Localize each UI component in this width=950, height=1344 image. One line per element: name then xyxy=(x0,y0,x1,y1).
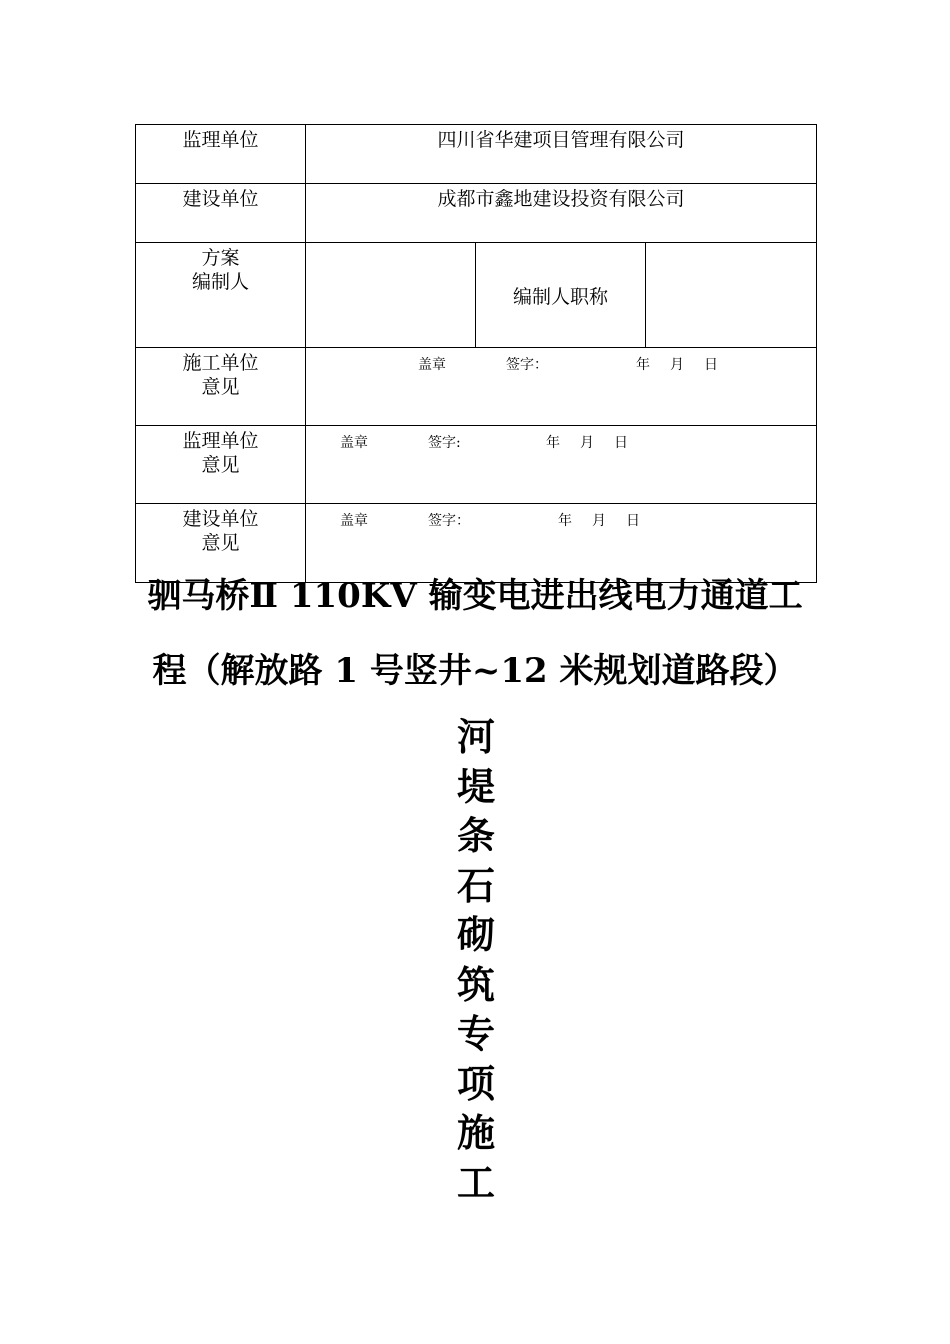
plan-author-value xyxy=(306,243,476,348)
contractor-opinion-label xyxy=(136,348,306,426)
document-title-vertical xyxy=(452,712,500,1207)
title-char: 石 xyxy=(456,862,495,908)
plan-author-label-line2: 编制人 xyxy=(191,271,249,293)
owner-day: 日 xyxy=(626,513,640,529)
title-char: 专 xyxy=(456,1011,495,1056)
supervisor-seal: 盖章 xyxy=(340,435,368,451)
owner-sign: 签字： xyxy=(428,513,470,529)
row-supervisor-opinion xyxy=(136,426,817,504)
project-title-line2: 程（解放路 1 号竖井~12 米规划道路段） xyxy=(152,651,798,691)
owner-seal: 盖章 xyxy=(340,513,368,529)
supervision-unit-value: 四川省华建项目管理有限公司 xyxy=(306,125,817,184)
title-char: 项 xyxy=(456,1060,495,1106)
title-char: 条 xyxy=(456,813,495,858)
supervisor-opinion-label-line1: 监理单位 xyxy=(182,430,259,452)
owner-opinion-label-line2: 意见 xyxy=(201,532,240,554)
supervisor-opinion-field xyxy=(306,426,817,504)
title-char: 堤 xyxy=(456,763,495,809)
approval-form-table xyxy=(135,124,817,583)
row-construction-owner xyxy=(136,184,817,243)
contractor-opinion-label-line2: 意见 xyxy=(201,376,240,398)
supervisor-sign: 签字: xyxy=(428,435,461,451)
supervisor-day: 日 xyxy=(614,435,628,451)
author-title-value xyxy=(646,243,817,348)
supervisor-opinion-label-line2: 意见 xyxy=(201,454,240,476)
row-plan-author xyxy=(136,243,817,348)
owner-opinion-label-line1: 建设单位 xyxy=(182,508,259,530)
contractor-day: 日 xyxy=(704,357,718,373)
owner-month: 月 xyxy=(592,513,606,529)
supervisor-month: 月 xyxy=(580,435,594,451)
title-char: 筑 xyxy=(456,961,495,1007)
title-char: 河 xyxy=(456,714,495,759)
title-char: 砌 xyxy=(456,912,495,957)
row-contractor-opinion xyxy=(136,348,817,426)
supervisor-opinion-label xyxy=(136,426,306,504)
plan-author-label xyxy=(136,243,306,348)
contractor-opinion-label-line1: 施工单位 xyxy=(182,352,259,374)
row-supervision-unit xyxy=(136,125,817,184)
plan-author-label-line1: 方案 xyxy=(201,247,240,269)
supervisor-year: 年 xyxy=(546,435,560,451)
contractor-opinion-field xyxy=(306,348,817,426)
author-title-label: 编制人职称 xyxy=(476,243,646,348)
contractor-year: 年 xyxy=(636,357,650,373)
owner-year: 年 xyxy=(558,513,572,529)
contractor-month: 月 xyxy=(670,357,684,373)
title-char: 施 xyxy=(456,1110,495,1155)
construction-owner-label: 建设单位 xyxy=(136,184,306,243)
contractor-sign: 签字： xyxy=(506,357,548,373)
project-title-line1: 驷马桥Ⅱ 110KV 输变电进出线电力通道工 xyxy=(147,576,803,616)
construction-owner-value: 成都市鑫地建设投资有限公司 xyxy=(306,184,817,243)
title-char: 工 xyxy=(456,1159,495,1205)
contractor-seal: 盖章 xyxy=(418,357,446,373)
supervision-unit-label: 监理单位 xyxy=(136,125,306,184)
